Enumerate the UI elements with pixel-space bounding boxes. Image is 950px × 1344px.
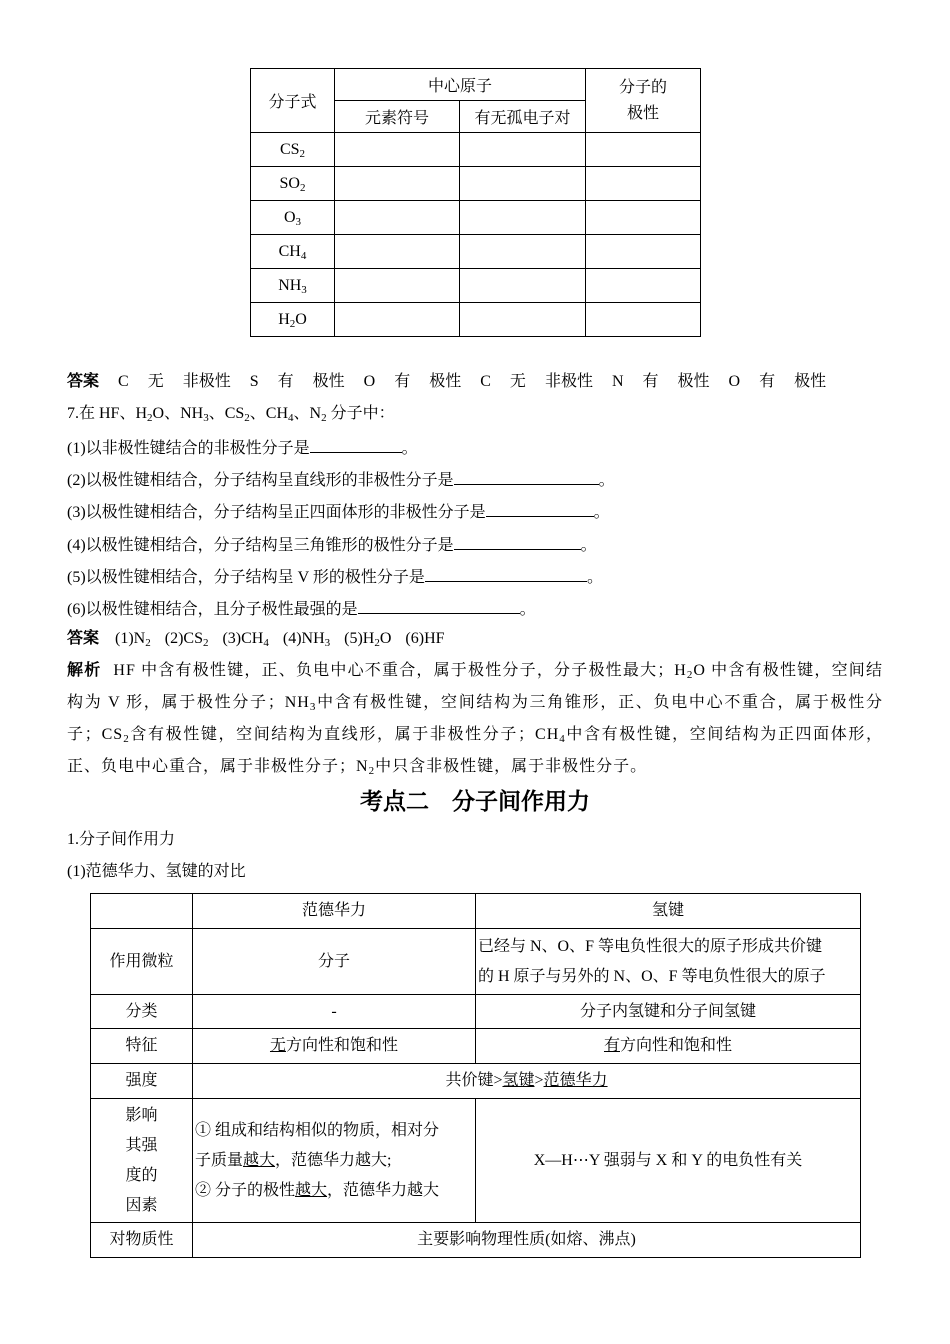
table-row	[251, 235, 701, 269]
answer-line-2	[67, 629, 445, 649]
header-center-atom: 中心原子	[335, 69, 586, 101]
answer-blank	[454, 533, 581, 550]
answer-blank	[358, 597, 520, 614]
table-row	[251, 269, 701, 303]
empty-cell	[335, 133, 460, 167]
empty-cell	[586, 201, 701, 235]
section-title: 考点二 分子间作用力	[360, 789, 590, 815]
formula-cell: $NH_3$	[251, 269, 335, 303]
answer-item: 极性	[429, 373, 462, 390]
empty-cell	[460, 167, 586, 201]
header-vdw: 范德华力	[193, 894, 476, 929]
table-row	[91, 929, 861, 995]
subsection-heading: 1.分子间作用力	[67, 831, 176, 848]
subsection-heading: (1)范德华力、氢键的对比	[67, 863, 246, 880]
header-polarity-line1: 分子的	[619, 78, 668, 96]
table-row	[91, 1029, 861, 1064]
question-7-stem: 7.在 HF、$H_2O$、$NH_3$、$CS_2$、$CH_4$、$N_2$ 分子中：	[67, 405, 395, 424]
hbond-cell: 分子内氢键和分子间氢键	[476, 995, 861, 1029]
table-row	[91, 1099, 861, 1223]
empty-cell	[335, 303, 460, 337]
answer-item: $(1)N_2$	[115, 630, 151, 649]
strength-cell: 共价键>氢键>范德华力	[193, 1064, 861, 1099]
hbond-cell: 有方向性和饱和性	[476, 1029, 861, 1064]
formula-cell: $SO_2$	[251, 167, 335, 201]
hbond-cell: X—H⋯Y 强弱与 X 和 Y 的电负性有关	[476, 1099, 861, 1223]
answer-item: C	[118, 373, 129, 390]
answer-item: 非极性	[182, 373, 231, 390]
question-item: (4)以极性键相结合，分子结构呈三角锥形的极性分子是 。	[67, 533, 597, 556]
header-hbond: 氢键	[476, 894, 861, 929]
vdw-hbond-table	[90, 893, 861, 1258]
answer-line-1	[67, 372, 826, 392]
answer-blank	[425, 565, 587, 582]
answer-item: 极性	[677, 373, 710, 390]
answer-item: 无	[147, 373, 164, 390]
table-row	[251, 167, 701, 201]
answer-item: $(5)H_2O$	[344, 630, 392, 649]
answer-item: N	[611, 373, 624, 390]
analysis-paragraph: 解析 HF 中含有极性键，正、负电中心不重合，属于极性分子，分子极性最大；$H_2O$ 中含有极性键，空间结构为 V 形，属于极性分子；$NH_3$中含有极性键，空间结构为三角锥形，正、负电中心不重合，属于极性分子；$CS_2$含有极性键，空间结构为直线形，属于非极性分子；$CH_4$中含有极性键，空间结构为正四面体形，正、负电中心重合，属于非极性分子；$N_2$中只含非极性键，属于非极性分子。	[67, 662, 883, 777]
row-label: 对物质性	[91, 1223, 193, 1258]
vdw-cell: -	[193, 995, 476, 1029]
answer-item: 有	[277, 373, 294, 390]
header-polarity-line2: 极性	[627, 104, 660, 122]
answer-item: $(4)NH_3$	[282, 630, 331, 649]
molecule-table	[250, 68, 701, 337]
empty-cell	[586, 269, 701, 303]
row-label: 作用微粒	[91, 929, 193, 995]
header-formula: 分子式	[251, 69, 335, 133]
header-polarity	[586, 69, 701, 133]
formula-cell: $O_3$	[251, 201, 335, 235]
empty-cell	[586, 133, 701, 167]
answer-item: 有	[394, 373, 411, 390]
empty-cell	[460, 201, 586, 235]
empty-cell	[460, 303, 586, 337]
answer-label: 答案	[67, 373, 100, 390]
question-item: (5)以极性键相结合，分子结构呈 V 形的极性分子是 。	[67, 565, 603, 588]
row-label: 影响 其强 度的 因素	[91, 1099, 193, 1223]
vdw-cell: 分子	[193, 929, 476, 995]
answer-blank	[310, 436, 402, 453]
empty-cell	[460, 269, 586, 303]
empty-cell	[335, 167, 460, 201]
empty-cell	[335, 235, 460, 269]
answer-item: (6)HF	[405, 630, 445, 647]
header-element-symbol: 元素符号	[335, 101, 460, 133]
answer-item: 极性	[312, 373, 345, 390]
empty-cell	[586, 167, 701, 201]
empty-cell	[586, 235, 701, 269]
answer-blank	[454, 468, 599, 485]
formula-cell: $H_2O$	[251, 303, 335, 337]
answer-item: C	[480, 373, 491, 390]
question-item: (6)以极性键相结合，且分子极性最强的是 。	[67, 597, 536, 620]
analysis-label: 解析	[67, 662, 102, 679]
table-row	[91, 1064, 861, 1099]
table-row	[251, 303, 701, 337]
answer-label: 答案	[67, 630, 100, 647]
question-item: (3)以极性键相结合，分子结构呈正四面体形的非极性分子是 。	[67, 500, 610, 523]
empty-cell	[91, 894, 193, 929]
answer-item: 有	[759, 373, 776, 390]
row-label: 分类	[91, 995, 193, 1029]
effect-cell: 主要影响物理性质(如熔、沸点)	[193, 1223, 861, 1258]
answer-item: $(2)CS_2$	[164, 630, 209, 649]
answer-item: 非极性	[544, 373, 593, 390]
empty-cell	[335, 201, 460, 235]
empty-cell	[460, 133, 586, 167]
table-row	[251, 201, 701, 235]
answer-item: 无	[509, 373, 526, 390]
answer-item: O	[363, 373, 376, 390]
row-label: 强度	[91, 1064, 193, 1099]
answer-item: O	[728, 373, 741, 390]
vdw-cell: 无方向性和饱和性	[193, 1029, 476, 1064]
question-item: (1)以非极性键结合的非极性分子是 。	[67, 436, 418, 459]
vdw-cell: ① 组成和结构相似的物质，相对分 子质量越大，范德华力越大; ② 分子的极性越大，范德华力越大	[193, 1099, 476, 1223]
header-lone-pair: 有无孤电子对	[460, 101, 586, 133]
empty-cell	[460, 235, 586, 269]
answer-item: S	[249, 373, 259, 390]
question-item: (2)以极性键相结合，分子结构呈直线形的非极性分子是 。	[67, 468, 615, 491]
formula-cell: $CH_4$	[251, 235, 335, 269]
answer-item: 极性	[794, 373, 827, 390]
formula-cell: $CS_2$	[251, 133, 335, 167]
row-label: 特征	[91, 1029, 193, 1064]
table-row	[251, 133, 701, 167]
empty-cell	[335, 269, 460, 303]
table-row	[91, 995, 861, 1029]
table-row	[91, 1223, 861, 1258]
empty-cell	[586, 303, 701, 337]
hbond-cell: 已经与 N、O、F 等电负性很大的原子形成共价键 的 H 原子与另外的 N、O、F 等电负性很大的原子	[476, 929, 861, 995]
answer-item: $(3)CH_4$	[222, 630, 269, 649]
answer-item: 有	[642, 373, 659, 390]
answer-blank	[486, 500, 594, 517]
